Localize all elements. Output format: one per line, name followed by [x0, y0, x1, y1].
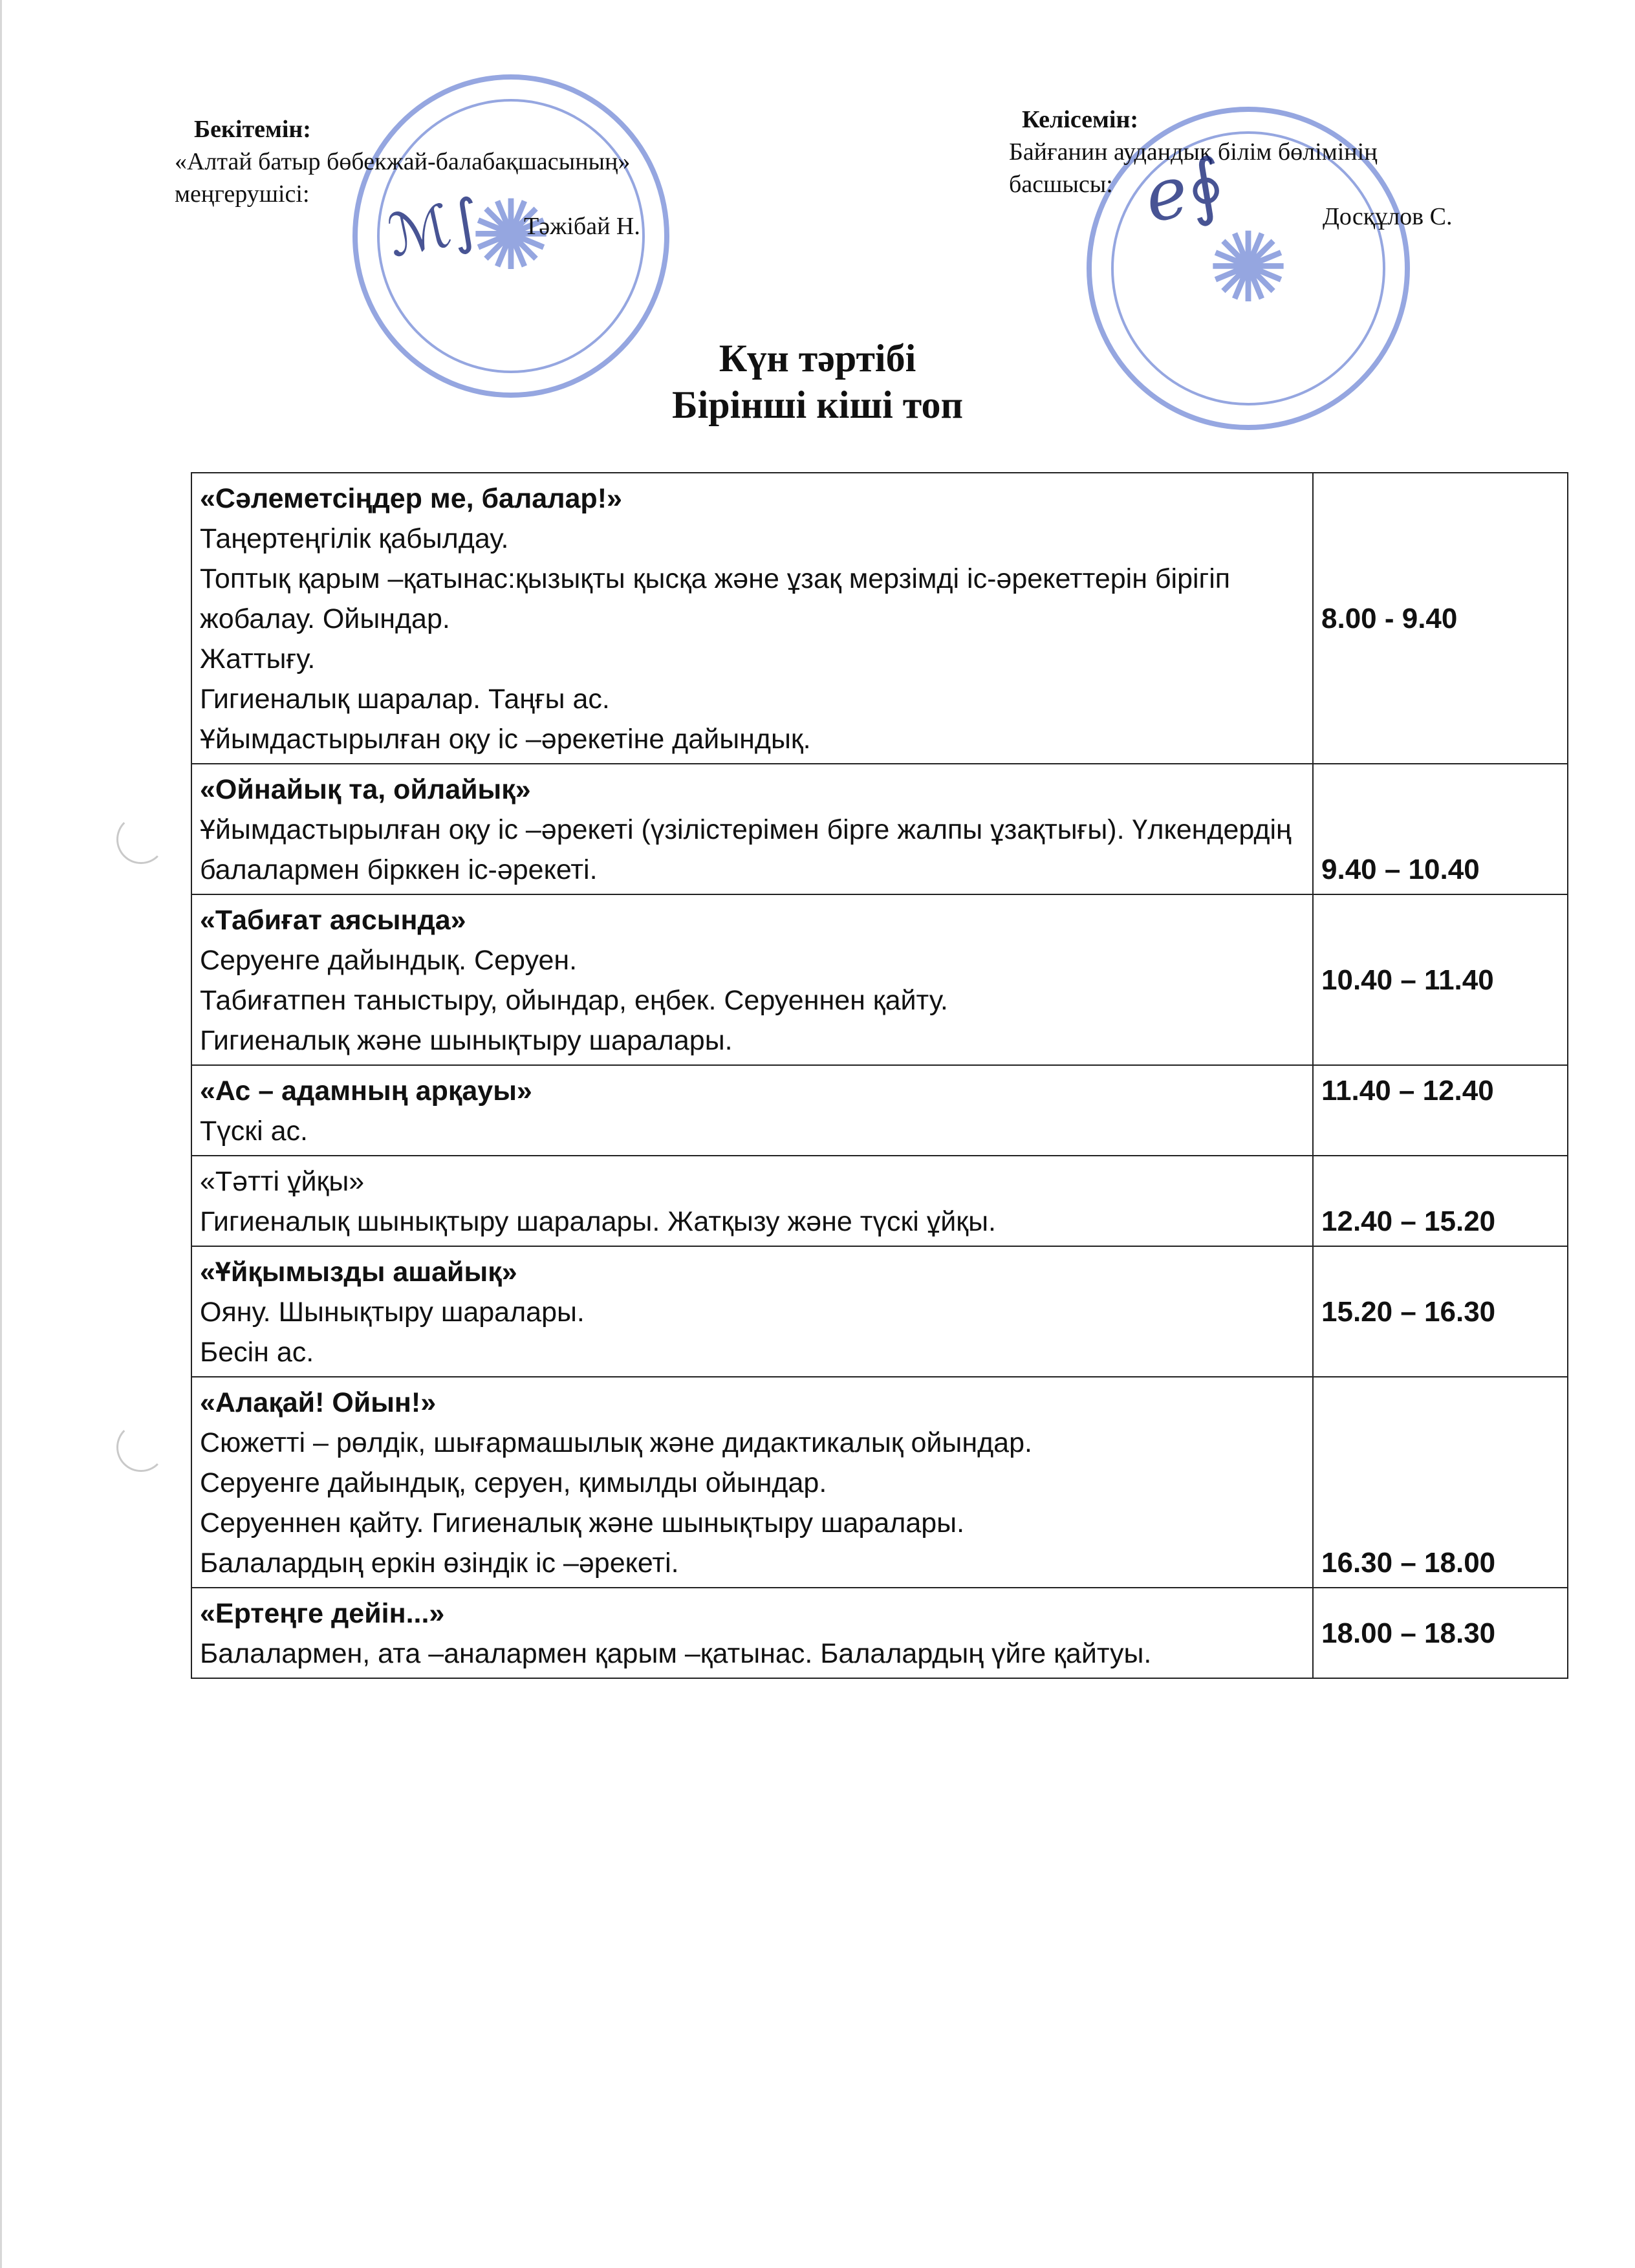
- activity-line: Серуенге дайындық. Серуен.: [200, 945, 578, 976]
- activity-line: Түскі ас.: [200, 1116, 308, 1147]
- schedule-cell-activities: [191, 1377, 1313, 1588]
- activity-line: Табиғатпен таныстыру, ойындар, еңбек. Серуеннен қайту.: [200, 985, 948, 1016]
- approval-name: Досқұлов С.: [1323, 203, 1453, 230]
- approval-label: Келісемін:: [1022, 106, 1139, 133]
- signature-left: ℳ∫: [382, 185, 487, 271]
- activity-line: Балалардың еркін өзіндік іс –әрекеті.: [200, 1548, 679, 1579]
- activity-line: Балалармен, ата –аналармен қарым –қатынас. Балалардың үйге қайтуы.: [200, 1638, 1152, 1669]
- time-cell: 18.00 – 18.30: [1313, 1588, 1568, 1678]
- approval-org: Байғанин аудандық білім бөлімінің: [1009, 138, 1378, 166]
- schedule-cell-activities: [191, 1065, 1313, 1156]
- block-name: «Алақай! Ойын!»: [200, 1387, 437, 1418]
- approval-block-right: [1009, 103, 1565, 233]
- block-name: «Табиғат аясында»: [200, 905, 466, 936]
- schedule-cell-activities: [191, 1156, 1313, 1246]
- block-name: «Ұйқымызды ашайық»: [200, 1257, 517, 1288]
- schedule-row: [191, 473, 1568, 764]
- activity-line: Гигиеналық және шынықтыру шаралары.: [200, 1025, 733, 1056]
- activity-line: Ұйымдастырылған оқу іс –әрекеті (үзілістерімен бірге жалпы ұзақтығы). Үлкендердің балалармен бірккен іс-әрекеті.: [200, 814, 1292, 885]
- block-name: «Ертеңге дейін...»: [200, 1598, 445, 1629]
- schedule-cell-activities: [191, 894, 1313, 1065]
- time-cell: 10.40 – 11.40: [1313, 894, 1568, 1065]
- page-title: Күн тәртібі: [719, 337, 916, 380]
- block-name: «Тәтті ұйқы»: [200, 1166, 365, 1197]
- activity-line: Бесін ас.: [200, 1337, 314, 1368]
- activity-line: Ұйымдастырылған оқу іс –әрекетіне дайындық.: [200, 724, 811, 755]
- punch-hole: [116, 815, 166, 864]
- signature-right: ℯ∮: [1137, 141, 1232, 239]
- time-cell: 12.40 – 15.20: [1313, 1156, 1568, 1246]
- activity-line: Таңертеңгілік қабылдау.: [200, 523, 509, 554]
- schedule-row: [191, 1065, 1568, 1156]
- time-cell: 9.40 – 10.40: [1313, 764, 1568, 894]
- block-name: «Сәлеметсіңдер ме, балалар!»: [200, 483, 622, 514]
- activity-line: Жаттығу.: [200, 643, 316, 675]
- schedule-row: [191, 764, 1568, 894]
- time-cell: 16.30 – 18.00: [1313, 1377, 1568, 1588]
- schedule-cell-activities: [191, 1588, 1313, 1678]
- schedule-cell-activities: [191, 1246, 1313, 1377]
- schedule-table: [191, 472, 1568, 1679]
- time-cell: 15.20 – 16.30: [1313, 1246, 1568, 1377]
- schedule-row: [191, 1588, 1568, 1678]
- activity-line: Сюжетті – рөлдік, шығармашылық және дидактикалық ойындар.: [200, 1427, 1032, 1458]
- approval-name: Тәжібай Н.: [524, 213, 640, 240]
- time-cell: 11.40 – 12.40: [1313, 1065, 1568, 1156]
- activity-line: Гигиеналық шаралар. Таңғы ас.: [200, 684, 610, 715]
- approval-position: меңгерушісі:: [175, 180, 310, 208]
- schedule-cell-activities: [191, 764, 1313, 894]
- activity-line: Ояну. Шынықтыру шаралары.: [200, 1297, 585, 1328]
- approval-position: басшысы:: [1009, 171, 1113, 198]
- approval-block-left: [175, 113, 821, 243]
- block-name: «Ас – адамның арқауы»: [200, 1075, 532, 1107]
- schedule-row: [191, 1246, 1568, 1377]
- schedule-row: [191, 1156, 1568, 1246]
- block-name: «Ойнайық та, ойлайық»: [200, 774, 531, 805]
- approval-org: «Алтай батыр бөбекжай-балабақшасының»: [175, 148, 631, 175]
- time-cell: 8.00 - 9.40: [1313, 473, 1568, 764]
- activity-line: Гигиеналық шынықтыру шаралары. Жатқызу және түскі ұйқы.: [200, 1206, 996, 1237]
- schedule-row: [191, 894, 1568, 1065]
- punch-hole: [116, 1423, 166, 1472]
- activity-line: Серуеннен қайту. Гигиеналық және шынықтыру шаралары.: [200, 1507, 965, 1539]
- approval-label: Бекітемін:: [194, 116, 311, 143]
- schedule-row: [191, 1377, 1568, 1588]
- schedule-body: [191, 473, 1568, 1678]
- page-subtitle: Бірінші кіші топ: [671, 383, 964, 426]
- schedule-cell-activities: [191, 473, 1313, 764]
- activity-line: Топтық қарым –қатынас:қызықты қысқа және ұзақ мерзімді іс-әрекеттерін бірігіп жобалау. Ойындар.: [200, 563, 1231, 634]
- activity-line: Серуенге дайындық, серуен, қимылды ойындар.: [200, 1467, 827, 1498]
